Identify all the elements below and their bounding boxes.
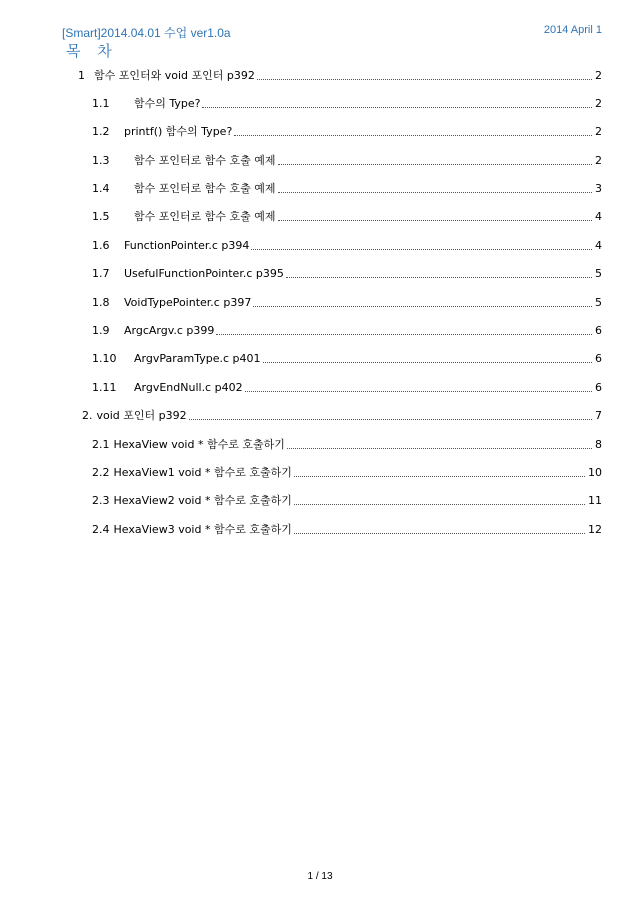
dot-leader	[245, 390, 592, 392]
toc-entry[interactable]	[92, 91, 602, 111]
toc-entry-title: 함수 포인터로 함수 호출 예제	[134, 210, 276, 223]
toc-entry-number: 2.3	[92, 494, 110, 507]
toc-entry-number: 1.5	[92, 210, 110, 223]
dot-leader	[294, 503, 585, 505]
toc-entry-page: 5	[595, 267, 602, 280]
toc-entry[interactable]	[92, 290, 602, 310]
dot-leader	[294, 475, 585, 477]
toc-entry[interactable]	[92, 432, 602, 452]
toc-entry[interactable]	[92, 460, 602, 480]
toc-entry-page: 11	[588, 494, 602, 507]
header-right-text: 2014 April 1	[543, 24, 602, 36]
toc-entry-number: 1.9	[92, 324, 110, 337]
toc-entry[interactable]	[92, 488, 602, 508]
toc-entry[interactable]	[92, 119, 602, 139]
toc-entry-title: HexaView void * 함수로 호출하기	[113, 438, 285, 451]
toc-entry-title: 함수의 Type?	[134, 97, 201, 110]
toc-entry[interactable]	[92, 148, 602, 168]
toc-entry-page: 7	[595, 409, 602, 422]
toc-entry-title: HexaView2 void * 함수로 호출하기	[113, 494, 292, 507]
dot-leader	[234, 134, 592, 136]
dot-leader	[294, 532, 585, 534]
toc-entry-page: 6	[595, 324, 602, 337]
toc-entry-title: ArgvEndNull.c p402	[134, 381, 243, 394]
dot-leader	[202, 106, 592, 108]
toc-entry-number: 1.3	[92, 154, 110, 167]
toc-entry-page: 6	[595, 381, 602, 394]
toc-entry-page: 5	[595, 296, 602, 309]
dot-leader	[216, 333, 592, 335]
toc-entry-number: 1.11	[92, 381, 117, 394]
toc-entry-page: 4	[595, 210, 602, 223]
toc-entry-page: 12	[588, 523, 602, 536]
toc-entry-page: 2	[595, 125, 602, 138]
header-left-text: [Smart]2014.04.01 수업 ver1.0a	[62, 26, 231, 40]
dot-leader	[287, 447, 592, 449]
toc-entry-title: 함수 포인터로 함수 호출 예제	[134, 154, 276, 167]
toc-entry-page: 3	[595, 182, 602, 195]
toc-entry-page: 6	[595, 352, 602, 365]
toc-entry-number: 2.1	[92, 438, 110, 451]
toc-entry-title: HexaView1 void * 함수로 호출하기	[113, 466, 292, 479]
toc-entry-title: HexaView3 void * 함수로 호출하기	[113, 523, 292, 536]
dot-leader	[278, 219, 593, 221]
toc-entry-number: 1.7	[92, 267, 110, 280]
dot-leader	[189, 418, 592, 420]
toc-entry[interactable]	[92, 233, 602, 253]
dot-leader	[286, 276, 592, 278]
dot-leader	[278, 191, 593, 193]
toc-entry[interactable]	[78, 63, 602, 83]
toc-entry-title: ArgcArgv.c p399	[124, 324, 215, 337]
toc-entry-title: FunctionPointer.c p394	[124, 239, 250, 252]
toc-entry-number: 1.4	[92, 182, 110, 195]
toc-entry-page: 2	[595, 69, 602, 82]
page-number-footer: 1 / 13	[307, 871, 333, 882]
dot-leader	[278, 163, 593, 165]
toc-entry-number: 1.2	[92, 125, 110, 138]
dot-leader	[253, 305, 592, 307]
toc-entry[interactable]	[92, 204, 602, 224]
toc-entry-title: void 포인터 p392	[96, 409, 187, 422]
toc-entry[interactable]	[92, 176, 602, 196]
dot-leader	[263, 361, 593, 363]
toc-entry-number: 2.2	[92, 466, 110, 479]
toc-entry[interactable]	[92, 346, 602, 366]
toc-entry-title: VoidTypePointer.c p397	[124, 296, 252, 309]
dot-leader	[257, 78, 592, 80]
toc-entry-page: 10	[588, 466, 602, 479]
dot-leader	[251, 248, 592, 250]
toc-entry-title: ArgvParamType.c p401	[134, 352, 261, 365]
toc-entry-title: 함수 포인터와 void 포인터 p392	[94, 69, 255, 82]
toc-entry[interactable]	[92, 517, 602, 537]
toc-entry[interactable]	[92, 318, 602, 338]
toc-entry-number: 1.10	[92, 352, 117, 365]
toc-entry[interactable]	[92, 375, 602, 395]
toc-entry-number: 2.4	[92, 523, 110, 536]
toc-title: 목 차	[66, 42, 118, 60]
toc-entry[interactable]	[82, 403, 602, 423]
toc-entry-title: UsefulFunctionPointer.c p395	[124, 267, 284, 280]
toc-entry-page: 8	[595, 438, 602, 451]
toc-entry-number: 1.8	[92, 296, 110, 309]
toc-entry-number: 1.1	[92, 97, 110, 110]
toc-entry-number: 2.	[82, 409, 93, 422]
toc-entry[interactable]	[92, 261, 602, 281]
toc-entry-title: 함수 포인터로 함수 호출 예제	[134, 182, 276, 195]
toc-entry-page: 2	[595, 154, 602, 167]
toc-entry-title: printf() 함수의 Type?	[124, 125, 233, 138]
toc-entry-page: 2	[595, 97, 602, 110]
toc-entry-page: 4	[595, 239, 602, 252]
toc-entry-number: 1.6	[92, 239, 110, 252]
toc-entry-number: 1	[78, 69, 85, 82]
